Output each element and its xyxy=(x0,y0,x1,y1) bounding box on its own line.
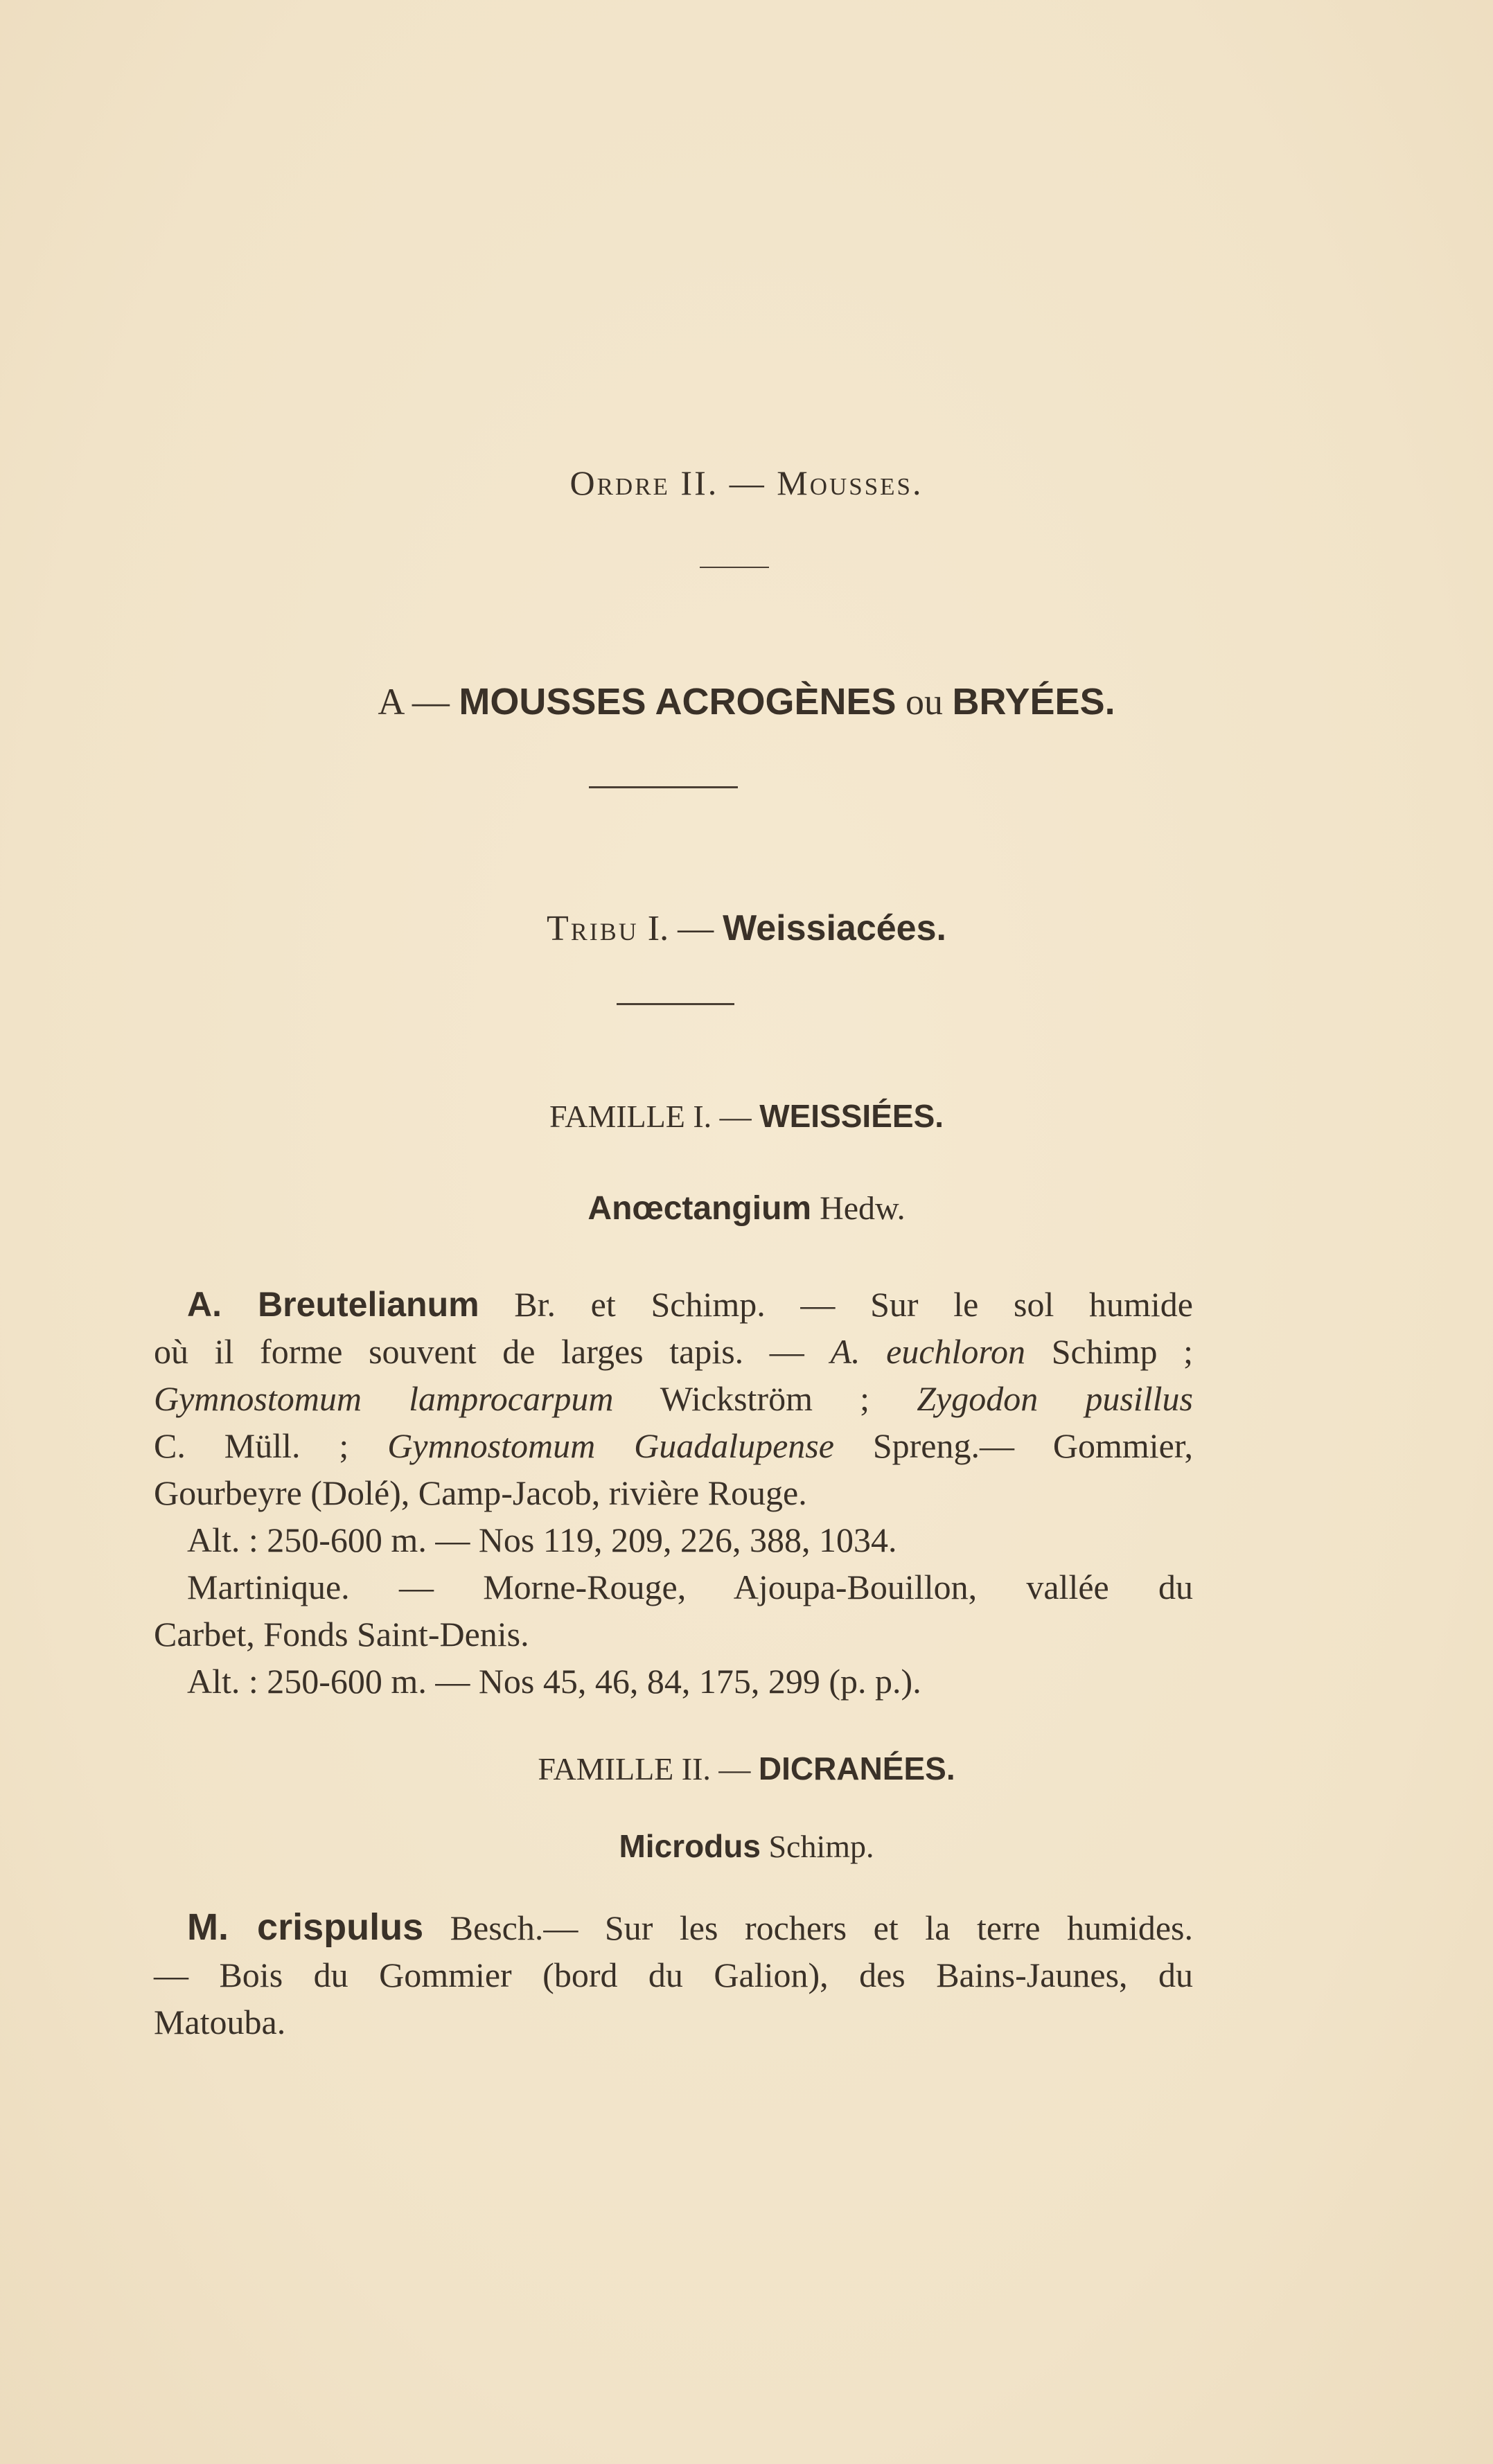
entry-line: Gymnostomum lamprocarpum Wickström ; Zygodon pusillus xyxy=(154,1379,1194,1418)
tribe-dash: — xyxy=(678,909,714,948)
family-name: DICRANÉES. xyxy=(758,1750,955,1787)
divider-rule xyxy=(700,567,769,568)
order-name: Mousses. xyxy=(777,463,924,502)
entry-line: Gourbeyre (Dolé), Camp-Jacob, rivière Rouge. xyxy=(154,1473,807,1512)
entry-line: Carbet, Fonds Saint-Denis. xyxy=(154,1615,529,1654)
species-name: M. crispulus xyxy=(187,1906,424,1948)
entry-line: M. crispulus Besch.— Sur les rochers et la terre humides. xyxy=(187,1906,1193,1948)
entry-line: Martinique. — Morne-Rouge, Ajoupa-Bouillon, vallée du xyxy=(187,1568,1193,1606)
entry-line: C. Müll. ; Gymnostomum Guadalupense Spreng.— Gommier, xyxy=(154,1426,1194,1465)
entry-line: Alt. : 250-600 m. — Nos 119, 209, 226, 388, 1034. xyxy=(187,1521,897,1559)
section-title-2: BRYÉES. xyxy=(952,681,1115,723)
tribe-heading xyxy=(0,907,1493,949)
species-name: A. Breutelianum xyxy=(187,1285,479,1324)
order-label: Ordre xyxy=(569,463,670,502)
order-heading xyxy=(0,463,1493,503)
tribe-label: Tribu xyxy=(547,909,639,948)
section-title: MOUSSES ACROGÈNES xyxy=(459,681,896,723)
order-number: II. xyxy=(680,463,719,502)
genus-heading-2 xyxy=(0,1827,1493,1865)
family-label: FAMILLE II. — xyxy=(538,1751,751,1787)
species-entry-breutelianum xyxy=(154,1281,1193,1705)
family-name: WEISSIÉES. xyxy=(759,1098,944,1134)
family-label: FAMILLE I. — xyxy=(549,1099,752,1134)
family-heading-2 xyxy=(0,1750,1493,1787)
genus-author: Hedw. xyxy=(820,1190,905,1227)
tribe-number: I. xyxy=(647,909,669,948)
entry-line: où il forme souvent de larges tapis. — A. euchloron Schimp ; xyxy=(154,1332,1194,1371)
entry-line: — Bois du Gommier (bord du Galion), des Bains-Jaunes, du xyxy=(154,1956,1193,1994)
species-entry-crispulus xyxy=(154,1904,1193,2046)
section-heading xyxy=(0,680,1493,723)
divider-rule xyxy=(589,786,738,788)
divider-rule xyxy=(617,1003,734,1005)
section-letter: A xyxy=(378,681,403,723)
genus-author: Schimp. xyxy=(768,1829,874,1864)
entry-line: Matouba. xyxy=(154,2003,286,2041)
order-dash: — xyxy=(729,463,766,502)
entry-line: Alt. : 250-600 m. — Nos 45, 46, 84, 175, 299 (p. p.). xyxy=(187,1662,921,1701)
genus-name: Anœctangium xyxy=(588,1190,812,1227)
section-dash: — xyxy=(412,681,450,723)
entry-line: A. Breutelianum Br. et Schimp. — Sur le sol humide xyxy=(187,1285,1193,1324)
tribe-name: Weissiacées. xyxy=(723,908,946,948)
section-ou: ou xyxy=(905,681,944,723)
family-heading-1 xyxy=(0,1097,1493,1135)
genus-name: Microdus xyxy=(619,1828,761,1864)
genus-heading-1 xyxy=(0,1189,1493,1227)
